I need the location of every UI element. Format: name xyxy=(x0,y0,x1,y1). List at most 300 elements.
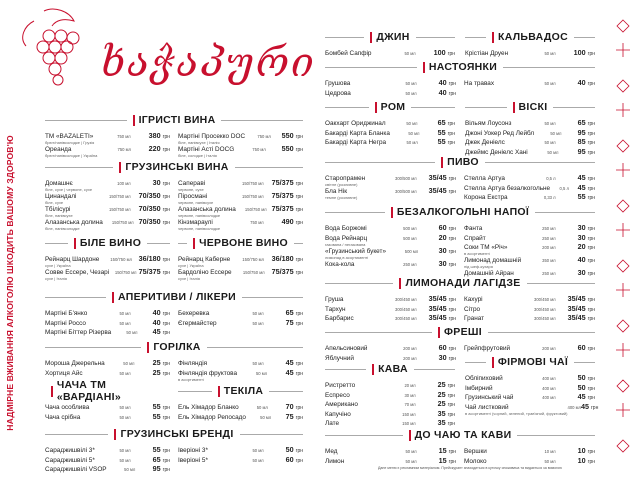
item-volume: 400 мл xyxy=(542,385,556,391)
item-description: сухе | Італія xyxy=(178,276,200,281)
item-description: сухе | Україна xyxy=(45,263,71,268)
menu-item xyxy=(465,137,595,147)
menu-item xyxy=(45,358,170,368)
item-name: Тархун xyxy=(325,305,346,313)
menu-item xyxy=(178,445,303,455)
item-name: Фінляндія фруктова в асортименті xyxy=(178,369,238,382)
item-currency: грн xyxy=(162,370,170,377)
item-name: Джоні Уокер Ред Лейбл xyxy=(465,129,535,137)
item-price: 45 xyxy=(577,392,586,401)
item-currency: грн xyxy=(587,316,595,322)
item-volume: 750 мл xyxy=(117,134,131,139)
item-volume: 50 мл xyxy=(123,361,135,366)
item-volume: 20 мл xyxy=(404,383,416,388)
item-volume: 50 мл xyxy=(252,457,264,463)
menu-item xyxy=(465,383,595,393)
item-currency: грн xyxy=(587,458,595,465)
item-name: Бла Нік темне (розливне) xyxy=(325,187,383,201)
menu-item xyxy=(325,118,455,128)
menu-item xyxy=(464,192,595,202)
menu-item xyxy=(178,191,303,204)
item-name: Мороша Джерельна xyxy=(45,360,105,367)
item-currency: грн xyxy=(587,297,595,303)
ornament-border-icon xyxy=(606,0,640,480)
item-description: біле, солодке | Італія xyxy=(178,153,217,158)
item-volume: 50 мл xyxy=(406,140,418,145)
item-name: Вода Боржомі xyxy=(325,225,367,232)
item-name: Імбирний xyxy=(465,384,493,392)
item-volume: 50 мл xyxy=(405,449,417,454)
item-volume: 250 мл xyxy=(542,235,556,241)
item-name: Сараджишвілі 3* xyxy=(45,447,95,454)
item-currency: грн xyxy=(162,457,170,464)
item-price: 35 xyxy=(437,408,446,418)
item-volume: 50 мл xyxy=(544,81,556,86)
item-volume: 50 мл xyxy=(550,130,562,136)
section-title-aperitif: АПЕРИТИВИ / ЛІКЕРИ xyxy=(45,290,303,304)
item-price: 35/45 xyxy=(428,173,447,182)
menu-item xyxy=(325,399,455,409)
item-currency: грн xyxy=(587,306,595,313)
item-price: 55 xyxy=(437,137,446,146)
item-volume: 300/450 мл xyxy=(395,306,417,312)
item-volume: 50 мл xyxy=(119,320,131,326)
item-volume: 250 мл xyxy=(403,261,417,267)
item-description: біле, напівсолодке xyxy=(45,226,80,231)
item-currency: грн xyxy=(587,449,595,455)
item-currency: грн xyxy=(448,316,456,322)
menu-item xyxy=(325,48,455,58)
item-price: 30 xyxy=(577,232,586,242)
item-volume: 50 мл xyxy=(544,140,556,145)
item-price: 70/350 xyxy=(138,204,161,213)
item-price: 70/350 xyxy=(138,191,161,200)
item-price: 75 xyxy=(285,317,294,327)
menu-item xyxy=(325,294,456,304)
item-price: 40 xyxy=(577,78,586,87)
section-title-chacha: ЧАЧА ТМ «ВАРДІАНІ» xyxy=(45,384,170,398)
menu-item xyxy=(465,401,599,416)
item-currency: грн xyxy=(448,176,456,182)
item-price: 70/350 xyxy=(138,217,161,226)
item-price: 380 xyxy=(148,131,161,140)
item-volume: 750 мл xyxy=(257,134,271,139)
item-currency: грн xyxy=(447,411,455,418)
item-price: 75/375 xyxy=(271,191,294,200)
menu-item xyxy=(325,128,455,138)
item-currency: грн xyxy=(448,235,456,242)
item-volume: 300/500 мл xyxy=(395,189,417,194)
menu-item xyxy=(465,392,595,402)
menu-item xyxy=(178,318,303,328)
item-price: 35/45 xyxy=(428,313,447,322)
item-volume: 300/500 мл xyxy=(395,176,417,181)
item-description: червоне, сухе xyxy=(178,187,204,192)
item-volume: 150/750 мл xyxy=(109,194,131,199)
item-price: 40 xyxy=(152,317,161,327)
item-volume: 350 мл xyxy=(542,258,556,263)
item-name: Обліпиховий xyxy=(465,375,503,382)
menu-item xyxy=(464,255,595,268)
item-name: Капучіно xyxy=(325,410,351,418)
item-currency: грн xyxy=(587,376,595,382)
section-title-red: ЧЕРВОНЕ ВИНО xyxy=(178,236,303,250)
item-currency: грн xyxy=(448,261,456,268)
section-title-calvados: КАЛЬВАДОС xyxy=(465,30,595,44)
item-volume: 150/750 мл xyxy=(109,207,131,212)
item-volume: 150/750 мл xyxy=(242,181,264,186)
item-volume: 200 мл xyxy=(542,346,556,351)
menu-item xyxy=(325,390,455,400)
section-title-beer: ПИВО xyxy=(325,155,595,169)
item-price: 60 xyxy=(285,454,294,464)
menu-item xyxy=(45,204,170,217)
menu-item xyxy=(45,254,170,267)
item-name: Стелла Артуа безалкогольне xyxy=(464,184,551,192)
item-currency: грн xyxy=(587,51,595,57)
item-name: Груша xyxy=(325,296,344,303)
item-currency: грн xyxy=(295,181,303,187)
item-price: 55 xyxy=(152,411,161,421)
item-currency: грн xyxy=(587,176,595,182)
item-price: 220 xyxy=(148,144,161,153)
item-volume: 400 мл xyxy=(542,376,556,381)
item-volume: 50 мл xyxy=(255,370,268,376)
item-price: 25 xyxy=(437,399,446,408)
item-price: 25 xyxy=(152,367,161,377)
menu-item xyxy=(464,446,595,456)
health-warning: НАДМІРНЕ ВЖИВАННЯ АЛКОГОЛЮ ШКОДИТЬ ВАШОМУ ЗДОРОВ'Ю xyxy=(5,134,15,431)
item-volume: 150/750 мл xyxy=(244,207,267,212)
item-volume: 500 мл xyxy=(404,248,419,254)
item-price: 55 xyxy=(152,445,161,454)
menu-item xyxy=(465,48,595,58)
item-name: Іверіоні 5* xyxy=(178,456,208,464)
item-currency: грн xyxy=(162,257,170,263)
menu-item xyxy=(325,233,456,246)
item-description: в асортименті (чорний, зелений, трав'яний, фруктовий) xyxy=(465,410,568,416)
item-volume: 50 мл xyxy=(119,311,131,316)
item-name: Вершки xyxy=(464,448,487,455)
item-name: Барбарис xyxy=(325,315,354,322)
item-currency: грн xyxy=(448,81,456,87)
restaurant-logo: ხაჭაპური xyxy=(100,40,316,86)
item-currency: грн xyxy=(587,395,595,401)
item-price: 60 xyxy=(577,343,586,352)
menu-item xyxy=(45,267,170,280)
item-currency: грн xyxy=(448,297,456,303)
item-name: Совве Ессере, Чезарі сухе | Італія xyxy=(45,269,110,281)
item-currency: грн xyxy=(162,194,170,200)
item-currency: грн xyxy=(587,235,595,242)
item-currency: грн xyxy=(295,361,303,367)
item-name: Мартіні Просекко DOC біле, напівсухе | Італія xyxy=(178,133,246,145)
item-price: 70 xyxy=(285,402,294,411)
item-volume: 250 мл xyxy=(542,226,556,231)
item-currency: грн xyxy=(447,383,455,389)
menu-item xyxy=(45,464,170,474)
item-price: 40 xyxy=(438,87,447,97)
item-description: брют/напівсолодке | Україна xyxy=(45,153,98,158)
item-currency: грн xyxy=(448,346,456,352)
item-currency: грн xyxy=(590,404,599,411)
item-currency: грн xyxy=(162,147,170,153)
item-price: 40 xyxy=(577,255,586,264)
menu-item xyxy=(178,204,303,217)
item-price: 36/180 xyxy=(138,254,161,263)
item-price: 45 xyxy=(577,182,586,192)
section-title-white: БІЛЕ ВИНО xyxy=(45,236,170,250)
item-name: Кока-кола xyxy=(325,260,355,268)
item-price: 35/45 xyxy=(428,186,447,195)
menu-item xyxy=(465,118,595,128)
item-volume: 50 мл xyxy=(119,457,131,463)
menu-item xyxy=(178,254,303,267)
menu-item xyxy=(325,313,456,323)
section-title-georgian: ГРУЗИНСЬКІ ВИНА xyxy=(45,160,303,174)
item-name: Крістіан Друен xyxy=(465,50,509,57)
item-name: Грейпфрутовий xyxy=(464,345,511,352)
item-price: 100 xyxy=(433,48,446,57)
menu-item xyxy=(45,318,170,328)
item-currency: грн xyxy=(295,147,303,153)
item-name: Чача особлива xyxy=(45,404,90,411)
menu-item xyxy=(464,313,595,323)
item-name: Вода Рейнарц газована / негазована xyxy=(325,234,383,248)
item-currency: грн xyxy=(295,134,303,140)
item-currency: грн xyxy=(587,130,595,137)
menu-item xyxy=(325,223,456,233)
item-price: 75/375 xyxy=(271,204,294,213)
item-currency: грн xyxy=(587,226,595,232)
item-description: світле (розливне) xyxy=(325,182,358,187)
item-name: Вільям Лоусонз xyxy=(465,120,512,127)
item-price: 10 xyxy=(577,446,586,455)
item-volume: 50 мл xyxy=(547,149,559,155)
menu-item xyxy=(178,358,303,368)
item-description: в асортименті xyxy=(464,251,490,256)
item-volume: 750 мл xyxy=(250,220,264,225)
item-name: Сараджишвілі VSOP xyxy=(45,466,107,473)
item-volume: 750 мл xyxy=(252,147,266,152)
item-currency: грн xyxy=(295,194,303,200)
item-description: біле, сухе | червоне, сухе xyxy=(45,187,93,192)
menu-item xyxy=(325,380,455,390)
item-description: біле, сухе xyxy=(45,200,64,205)
item-name: Бардоліно Ессере сухе | Італія xyxy=(178,269,232,281)
menu-item xyxy=(178,455,303,465)
item-price: 35/45 xyxy=(428,303,447,313)
item-price: 60 xyxy=(438,343,447,352)
item-volume: 500 мл xyxy=(403,235,417,241)
item-volume: 50 мл xyxy=(406,121,418,126)
item-price: 65 xyxy=(285,308,294,317)
item-currency: грн xyxy=(587,195,595,201)
item-name: ТМ «BAZALETI» брют/напівсолодке | Грузія xyxy=(45,132,97,146)
item-price: 95 xyxy=(577,146,586,156)
item-name: Бехеревка xyxy=(178,310,210,317)
menu-item xyxy=(325,173,456,186)
menu-item xyxy=(464,294,595,304)
item-currency: грн xyxy=(162,311,170,317)
item-volume: 50 мл xyxy=(405,458,417,464)
item-price: 45 xyxy=(580,401,589,411)
menu-item xyxy=(45,131,170,144)
section-title-tequila: ТЕКІЛА xyxy=(178,384,303,398)
item-volume: 70 мл xyxy=(404,402,416,407)
item-name: На травах xyxy=(464,80,495,87)
item-name: Рейнарц Шардоне сухе | Україна xyxy=(45,256,100,268)
item-name: Цинандалі біле, сухе xyxy=(45,192,97,206)
item-description: біле, напівсухе | Італія xyxy=(178,140,220,145)
item-price: 35/45 xyxy=(567,303,586,313)
item-name: Кахурі xyxy=(464,296,483,303)
menu-item xyxy=(45,402,170,412)
item-name: Бакарді Карта Негра xyxy=(325,139,387,146)
item-volume: 300/450 мл xyxy=(395,297,417,302)
item-volume: 200 мл xyxy=(403,355,417,361)
item-volume: 50 мл xyxy=(408,130,420,136)
item-name: Бомбей Сапфір xyxy=(325,50,372,57)
item-currency: грн xyxy=(587,121,595,127)
item-volume: 150 мл xyxy=(402,421,416,426)
item-name: Американо xyxy=(325,401,358,408)
item-name: Ристретто xyxy=(325,382,356,389)
section-title-sparkling: ІГРИСТІ ВИНА xyxy=(45,113,303,127)
item-name: Фанта xyxy=(464,225,483,232)
item-volume: 30 мл xyxy=(404,392,416,398)
item-currency: грн xyxy=(295,311,303,317)
footnote: Дане меню є рекламним матеріалом. Прейскурант знаходиться в куточку споживача та видається за вимогою xyxy=(377,466,563,470)
item-currency: грн xyxy=(448,90,456,97)
item-price: 100 xyxy=(573,48,586,57)
menu-item xyxy=(325,88,456,98)
item-price: 45 xyxy=(285,358,294,367)
item-price: 75/375 xyxy=(271,267,294,276)
item-name: Чача срібна xyxy=(45,413,81,421)
menu-item xyxy=(178,412,303,422)
item-volume: 400 мл xyxy=(567,404,581,410)
item-name: Рейнарц Каберне сухе | Україна xyxy=(178,256,231,268)
item-description: сухе | Україна xyxy=(178,263,204,268)
item-name: Стелла Артуа xyxy=(464,175,505,182)
item-name: Чай листковий в асортименті (чорний, зелений, трав'яний, фруктовий) xyxy=(465,403,568,416)
menu-item xyxy=(45,144,170,157)
item-description: лимонад в асортименті xyxy=(325,254,369,260)
item-currency: грн xyxy=(448,248,456,255)
item-name: Ореанда брют/напівсолодке | Україна xyxy=(45,146,98,158)
item-name: Молоко xyxy=(464,457,487,465)
item-volume: 300/450 мл xyxy=(534,316,556,321)
menu-item xyxy=(45,412,170,422)
menu-item xyxy=(178,267,303,280)
item-name: Соки ТМ «Річ» в асортименті xyxy=(464,243,522,257)
item-volume: 200 мл xyxy=(542,245,556,250)
item-name: Мед xyxy=(325,448,338,455)
menu-item xyxy=(325,409,455,419)
item-name: Сапераві червоне, сухе xyxy=(178,179,230,193)
item-currency: грн xyxy=(162,320,170,327)
item-name: Лимонад домашній під шеф-кухаря xyxy=(464,257,522,269)
item-name: Тбілісурі біле, напівсухе xyxy=(45,205,97,219)
menu-item xyxy=(464,223,595,233)
item-volume: 750 мл xyxy=(117,147,131,152)
item-price: 45 xyxy=(577,173,586,182)
item-name: Кінзмараулі червоне, напівсолодке xyxy=(178,218,230,232)
item-name: Мартіні Б'янко xyxy=(45,310,88,317)
menu-item xyxy=(45,308,170,318)
item-volume: 50 мл xyxy=(405,90,417,96)
item-currency: грн xyxy=(447,121,455,127)
menu-item xyxy=(464,343,595,353)
item-name: Грушова xyxy=(325,80,351,87)
item-price: 36/180 xyxy=(271,254,294,263)
item-name: Апельсиновий xyxy=(325,345,368,352)
item-currency: грн xyxy=(448,189,456,195)
item-currency: грн xyxy=(295,270,303,276)
section-title-rum: РОМ xyxy=(325,100,455,114)
item-price: 30 xyxy=(438,352,447,362)
item-currency: грн xyxy=(295,320,303,327)
item-description: під шеф-кухаря xyxy=(464,264,493,269)
section-title-tea: ФІРМОВІ ЧАЇ xyxy=(465,355,595,369)
item-name: Мартіні Россо xyxy=(45,319,86,327)
section-title-tinctures: НАСТОЯНКИ xyxy=(325,60,595,74)
item-currency: грн xyxy=(447,51,455,57)
section-title-soft: БЕЗАЛКОГОЛЬНІ НАПОЇ xyxy=(325,205,595,219)
item-currency: грн xyxy=(162,467,170,473)
item-name: Джеймс Деніелс Хані xyxy=(465,148,528,156)
menu-item xyxy=(465,373,595,383)
item-name: Спрайт xyxy=(464,234,486,242)
item-currency: грн xyxy=(162,414,170,421)
section-title-lagidze: ЛИМОНАДИ ЛАГІДЗЕ xyxy=(325,276,595,290)
item-currency: грн xyxy=(587,81,595,87)
item-description: газована / негазована xyxy=(325,241,366,247)
item-volume: 50 мл xyxy=(405,81,417,86)
item-name: Алазанська долина біле, напівсолодке xyxy=(45,219,103,231)
item-currency: грн xyxy=(295,457,303,464)
item-currency: грн xyxy=(295,207,303,213)
item-price: 15 xyxy=(438,446,447,455)
item-price: 25 xyxy=(437,380,446,389)
item-currency: грн xyxy=(448,226,456,232)
item-currency: грн xyxy=(587,385,595,392)
item-currency: грн xyxy=(447,130,455,137)
item-price: 95 xyxy=(152,464,161,473)
item-volume: 50 мл xyxy=(252,320,264,326)
item-price: 20 xyxy=(577,242,586,251)
menu-item xyxy=(178,217,303,230)
item-volume: 50 мл xyxy=(252,361,264,366)
item-name: Гранат xyxy=(464,315,485,322)
item-name: Ель Хімадор Бланко xyxy=(178,404,239,411)
item-price: 35/45 xyxy=(428,294,447,303)
item-volume: 250 мл xyxy=(542,271,556,276)
item-name: Лимон xyxy=(325,457,345,465)
menu-item xyxy=(325,353,456,363)
item-name: Старопрамен світле (розливне) xyxy=(325,174,383,188)
item-currency: грн xyxy=(587,149,595,156)
item-description: біле, напівсухе xyxy=(45,213,73,218)
item-price: 25 xyxy=(152,358,161,367)
item-price: 490 xyxy=(281,217,294,226)
item-volume: 200 мл xyxy=(403,346,417,351)
item-currency: грн xyxy=(587,271,595,277)
item-currency: грн xyxy=(448,458,456,465)
item-volume: 50 мл xyxy=(260,414,272,420)
item-description: в асортименті xyxy=(178,376,204,382)
